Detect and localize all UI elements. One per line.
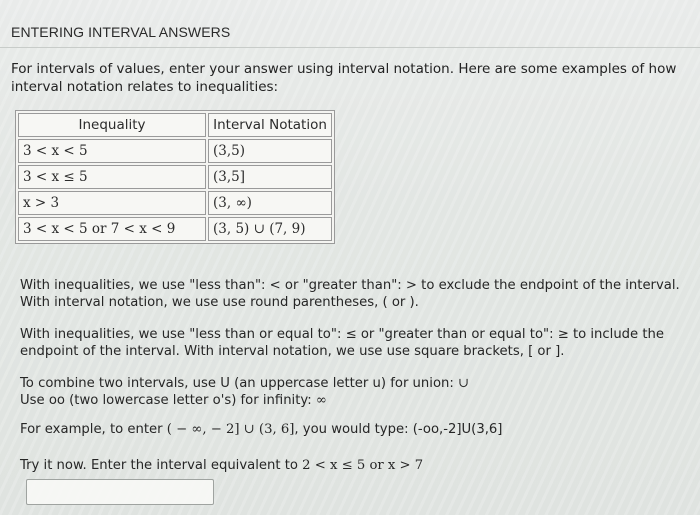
table-row <box>18 165 332 189</box>
prompt-prefix: Try it now. Enter the interval equivalent to <box>20 458 298 473</box>
interval-cell: (3,5) <box>208 139 332 163</box>
interval-cell: (3, ∞) <box>208 191 332 215</box>
example-typed-text: (-oo,-2]U(3,6] <box>412 422 503 437</box>
exclusive-endpoint-explanation: With inequalities, we use "less than": < or "greater than": > to exclude the endpoint of the interval. With interval notation, we use use round parentheses, ( or ). <box>20 278 680 310</box>
example-line <box>20 421 695 438</box>
title-divider <box>0 47 700 48</box>
union-instruction: To combine two intervals, use U (an uppercase letter u) for union: <box>20 376 454 391</box>
prompt-line <box>20 457 695 474</box>
column-header-interval: Interval Notation <box>208 113 332 137</box>
infinity-instruction: Use oo (two lowercase letter o's) for infinity: <box>20 393 312 408</box>
intro-text: For intervals of values, enter your answer using interval notation. Here are some examples of how interval notation relates to inequalities: <box>11 61 677 95</box>
inequality-cell: 3 < x < 5 or 7 < x < 9 <box>18 217 206 241</box>
table-row <box>18 139 332 163</box>
inequality-cell: 3 < x ≤ 5 <box>18 165 206 189</box>
example-prefix: For example, to enter <box>20 422 163 437</box>
example-math: ( − ∞, − 2] ∪ (3, 6] <box>166 422 295 437</box>
example-middle: , you would type: <box>294 422 409 437</box>
inclusive-endpoint-explanation: With inequalities, we use "less than or equal to": ≤ or "greater than or equal to": ≥ to include the endpoint of the interval. With interval notation, we use use square brackets, [ or ]. <box>20 327 665 359</box>
interval-cell: (3, 5) ∪ (7, 9) <box>208 217 332 241</box>
examples-table <box>15 110 335 244</box>
column-header-inequality: Inequality <box>18 113 206 137</box>
inequality-cell: x > 3 <box>18 191 206 215</box>
union-symbol-icon: ∪ <box>458 376 470 391</box>
inequality-cell: 3 < x < 5 <box>18 139 206 163</box>
interval-cell: (3,5] <box>208 165 332 189</box>
page-title: ENTERING INTERVAL ANSWERS <box>11 24 231 40</box>
prompt-math: 2 < x ≤ 5 or x > 7 <box>302 458 424 473</box>
infinity-line <box>20 392 695 409</box>
union-infinity-explanation <box>20 375 695 409</box>
union-line <box>20 375 695 392</box>
table-header-row <box>18 113 332 137</box>
table-row <box>18 217 332 241</box>
answer-input[interactable] <box>26 479 214 505</box>
infinity-symbol-icon: ∞ <box>315 393 327 408</box>
table-row <box>18 191 332 215</box>
